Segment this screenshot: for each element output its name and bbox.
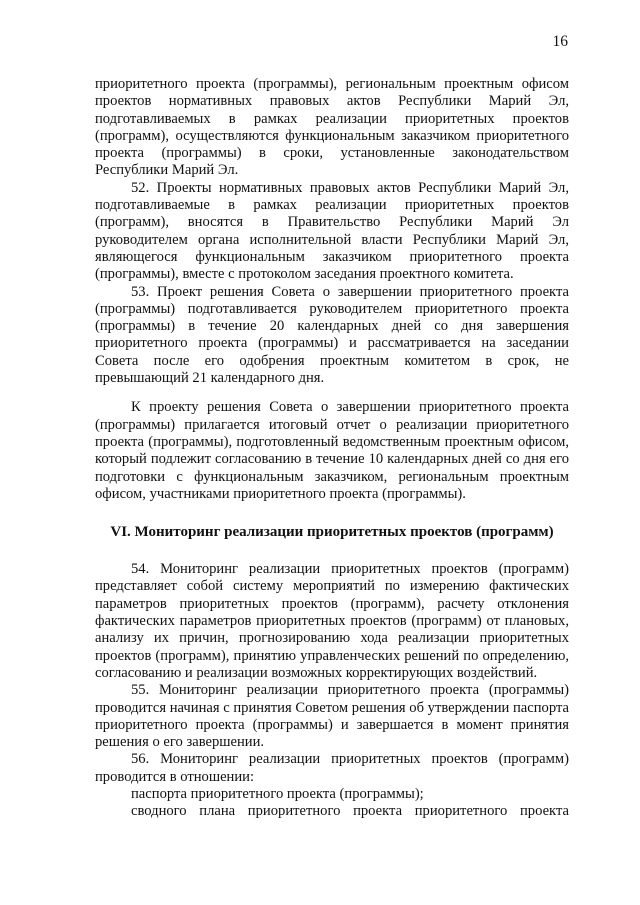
paragraph: К проекту решения Совета о завершении приоритетного проекта (программы) прилагается итоговый отчет о реализации приоритетного проекта (программы), подготовленный ведомственным проектным офисом, который подлежит согласованию в течение 10 календарных дней со дня его подготовки с функциональным заказчиком, региональным проектным офисом, участниками приоритетного проекта (программы). bbox=[95, 399, 569, 502]
paragraph-52: 52. Проекты нормативных правовых актов Республики Марий Эл, подготавливаемые в рамках реализации приоритетных проектов (программ), вносятся в Правительство Республики Марий Эл руководителем органа исполнительной власти Республики Марий Эл, являющегося функциональным заказчиком приоритетного проекта (программы), вместе с протоколом заседания проектного комитета. bbox=[95, 179, 569, 283]
list-item: паспорта приоритетного проекта (программы); bbox=[131, 785, 424, 802]
document-body bbox=[95, 76, 569, 821]
paragraph: приоритетного проекта (программы), региональным проектным офисом проектов нормативных правовых актов Республики Марий Эл, подготавливаемых в рамках реализации приоритетных проектов (программ), осуществляются функциональным заказчиком приоритетного проекта (программы) в сроки, установленные законодательством Республики Марий Эл. bbox=[95, 76, 569, 179]
list-item: сводного плана приоритетного проекта приоритетного проекта bbox=[131, 803, 569, 820]
paragraph-54: 54. Мониторинг реализации приоритетных проектов (программ) представляет собой систему мероприятий по измерению фактических параметров приоритетных проектов (программ), расчету отклонения фактических параметров приоритетных проектов (программ) от плановых, анализу их причин, прогнозированию хода реализации приоритетных проектов (программ), принятию управленческих решений по определению, согласованию и реализации возможных корректирующих воздействий. bbox=[95, 561, 569, 681]
page-number: 16 bbox=[552, 33, 568, 50]
paragraph-56: 56. Мониторинг реализации приоритетных проектов (программ) проводится в отношении: bbox=[95, 751, 569, 785]
paragraph-53: 53. Проект решения Совета о завершении приоритетного проекта (программы) подготавливается руководителем приоритетного проекта (программы) в течение 20 календарных дней со дня завершения приоритетного проекта (программы) и рассматривается на заседании Совета после его одобрения проектным комитетом в срок, не превышающий 21 календарного дня. bbox=[95, 283, 569, 387]
paragraph-55: 55. Мониторинг реализации приоритетного проекта (программы) проводится начиная с принятия Советом решения об утверждении паспорта приоритетного проекта (программы) и завершается в момент принятия решения о его завершении. bbox=[95, 682, 569, 751]
section-heading: VI. Мониторинг реализации приоритетных проектов (программ) bbox=[110, 524, 554, 541]
